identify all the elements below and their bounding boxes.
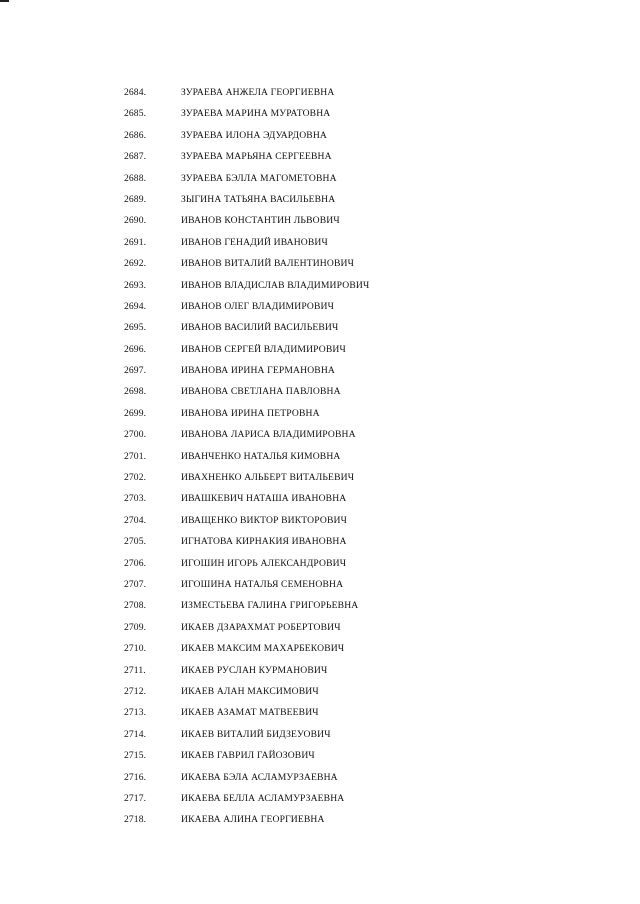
list-item [0,660,640,681]
entry-name: ИКАЕВА БЕЛЛА АСЛАМУРЗАЕВНА [181,792,345,804]
entry-number: 2717. [124,792,147,804]
entry-number: 2687. [124,151,147,163]
list-item [0,424,640,445]
entry-name: ЗУРАЕВА БЭЛЛА МАГОМЕТОВНА [181,172,337,184]
entry-name: ИКАЕВА АЛИНА ГЕОРГИЕВНА [181,814,325,826]
entry-name: ИВАШКЕВИЧ НАТАША ИВАНОВНА [181,493,347,505]
list-item [0,253,640,274]
list-item [0,467,640,488]
entry-number: 2684. [124,87,147,98]
entry-number: 2703. [124,493,147,505]
entry-name: ИВАНЧЕНКО НАТАЛЬЯ КИМОВНА [181,450,341,462]
list-item [0,617,640,638]
entry-name: ИКАЕВА БЭЛА АСЛАМУРЗАЕВНА [181,771,338,783]
list-item [0,103,640,124]
entry-number: 2685. [124,108,147,120]
entry-number: 2695. [124,322,147,334]
entry-number: 2686. [124,129,147,141]
entry-name: ИКАЕВ АЛАН МАКСИМОВИЧ [181,685,319,697]
entry-name: ИВАНОВА СВЕТЛАНА ПАВЛОВНА [181,386,341,398]
entry-name: ИВАНОВ ГЕНАДИЙ ИВАНОВИЧ [181,236,328,248]
entry-number: 2696. [124,343,147,355]
list-item [0,531,640,552]
entry-name: ИКАЕВ ДЗАРАХМАТ РОБЕРТОВИЧ [181,621,341,633]
entry-name: ИВАНОВА ЛАРИСА ВЛАДИМИРОВНА [181,429,356,441]
list-item [0,553,640,574]
list-item [0,403,640,424]
list-item [0,146,640,167]
list-item [0,296,640,317]
entry-number: 2711. [124,664,146,676]
list-item [0,317,640,338]
entry-name: ЗУРАЕВА ИЛОНА ЭДУАРДОВНА [181,129,328,141]
entry-number: 2710. [124,643,147,655]
entry-number: 2707. [124,578,147,590]
entry-name: ИВАНОВ ОЛЕГ ВЛАДИМИРОВИЧ [181,300,335,312]
entry-number: 2698. [124,386,147,398]
list-item [0,574,640,595]
list-item [0,446,640,467]
entry-number: 2690. [124,215,147,227]
list-item [0,232,640,253]
entry-number: 2702. [124,472,147,484]
list-item [0,381,640,402]
entry-name: ИВАХНЕНКО АЛЬБЕРТ ВИТАЛЬЕВИЧ [181,472,355,484]
list-item [0,702,640,723]
entry-name: ИВАНОВ ВЛАДИСЛАВ ВЛАДИМИРОВИЧ [181,279,370,291]
entry-name: ИГОШИН ИГОРЬ АЛЕКСАНДРОВИЧ [181,557,347,569]
entry-number: 2712. [124,685,147,697]
list-item [0,82,640,103]
list-item [0,168,640,189]
entry-number: 2713. [124,707,147,719]
list-item [0,339,640,360]
entry-name: ЗЫГИНА ТАТЬЯНА ВАСИЛЬЕВНА [181,193,336,205]
entry-name: ИВАНОВ СЕРГЕЙ ВЛАДИМИРОВИЧ [181,343,346,355]
entry-name: ИКАЕВ АЗАМАТ МАТВЕЕВИЧ [181,707,319,719]
entry-name: ЗУРАЕВА МАРЬЯНА СЕРГЕЕВНА [181,151,332,163]
entry-number: 2718. [124,814,147,826]
list-item [0,125,640,146]
entry-name: ИКАЕВ ВИТАЛИЙ БИДЗЕУОВИЧ [181,728,331,740]
entry-number: 2716. [124,771,147,783]
entry-number: 2689. [124,193,147,205]
entry-name: ИВАНОВ ВАСИЛИЙ ВАСИЛЬЕВИЧ [181,322,339,334]
entry-name: ЗУРАЕВА МАРИНА МУРАТОВНА [181,108,331,120]
entry-number: 2701. [124,450,147,462]
entry-name: ИВАЩЕНКО ВИКТОР ВИКТОРОВИЧ [181,514,347,526]
entry-name: ИЗМЕСТЬЕВА ГАЛИНА ГРИГОРЬЕВНА [181,600,359,612]
list-item [0,745,640,766]
page-corner-mark [0,0,9,2]
entry-name: ИВАНОВА ИРИНА ПЕТРОВНА [181,407,320,419]
list-item [0,189,640,210]
entry-number: 2691. [124,236,147,248]
name-list [0,82,640,831]
list-item [0,488,640,509]
list-item [0,360,640,381]
entry-name: ИВАНОВА ИРИНА ГЕРМАНОВНА [181,365,335,377]
entry-number: 2708. [124,600,147,612]
list-item [0,809,640,830]
entry-number: 2694. [124,300,147,312]
list-item [0,595,640,616]
entry-number: 2706. [124,557,147,569]
entry-number: 2692. [124,258,147,270]
list-item [0,638,640,659]
entry-number: 2709. [124,621,147,633]
entry-number: 2697. [124,365,147,377]
entry-number: 2715. [124,750,147,762]
entry-number: 2714. [124,728,147,740]
entry-name: ИГНАТОВА КИРНАКИЯ ИВАНОВНА [181,536,347,548]
entry-number: 2688. [124,172,147,184]
list-item [0,724,640,745]
entry-name: ИВАНОВ ВИТАЛИЙ ВАЛЕНТИНОВИЧ [181,258,354,270]
entry-number: 2693. [124,279,147,291]
entry-name: ИКАЕВ РУСЛАН КУРМАНОВИЧ [181,664,328,676]
entry-name: ИВАНОВ КОНСТАНТИН ЛЬВОВИЧ [181,215,340,227]
list-item [0,210,640,231]
entry-name: ИКАЕВ МАКСИМ МАХАРБЕКОВИЧ [181,643,345,655]
list-item [0,788,640,809]
entry-name: ЗУРАЕВА АНЖЕЛА ГЕОРГИЕВНА [181,87,335,98]
entry-number: 2699. [124,407,147,419]
list-item [0,681,640,702]
list-item [0,767,640,788]
entry-name: ИГОШИНА НАТАЛЬЯ СЕМЕНОВНА [181,578,344,590]
entry-number: 2705. [124,536,147,548]
list-item [0,510,640,531]
list-item [0,275,640,296]
entry-number: 2700. [124,429,147,441]
entry-name: ИКАЕВ ГАВРИЛ ГАЙОЗОВИЧ [181,750,315,762]
entry-number: 2704. [124,514,147,526]
